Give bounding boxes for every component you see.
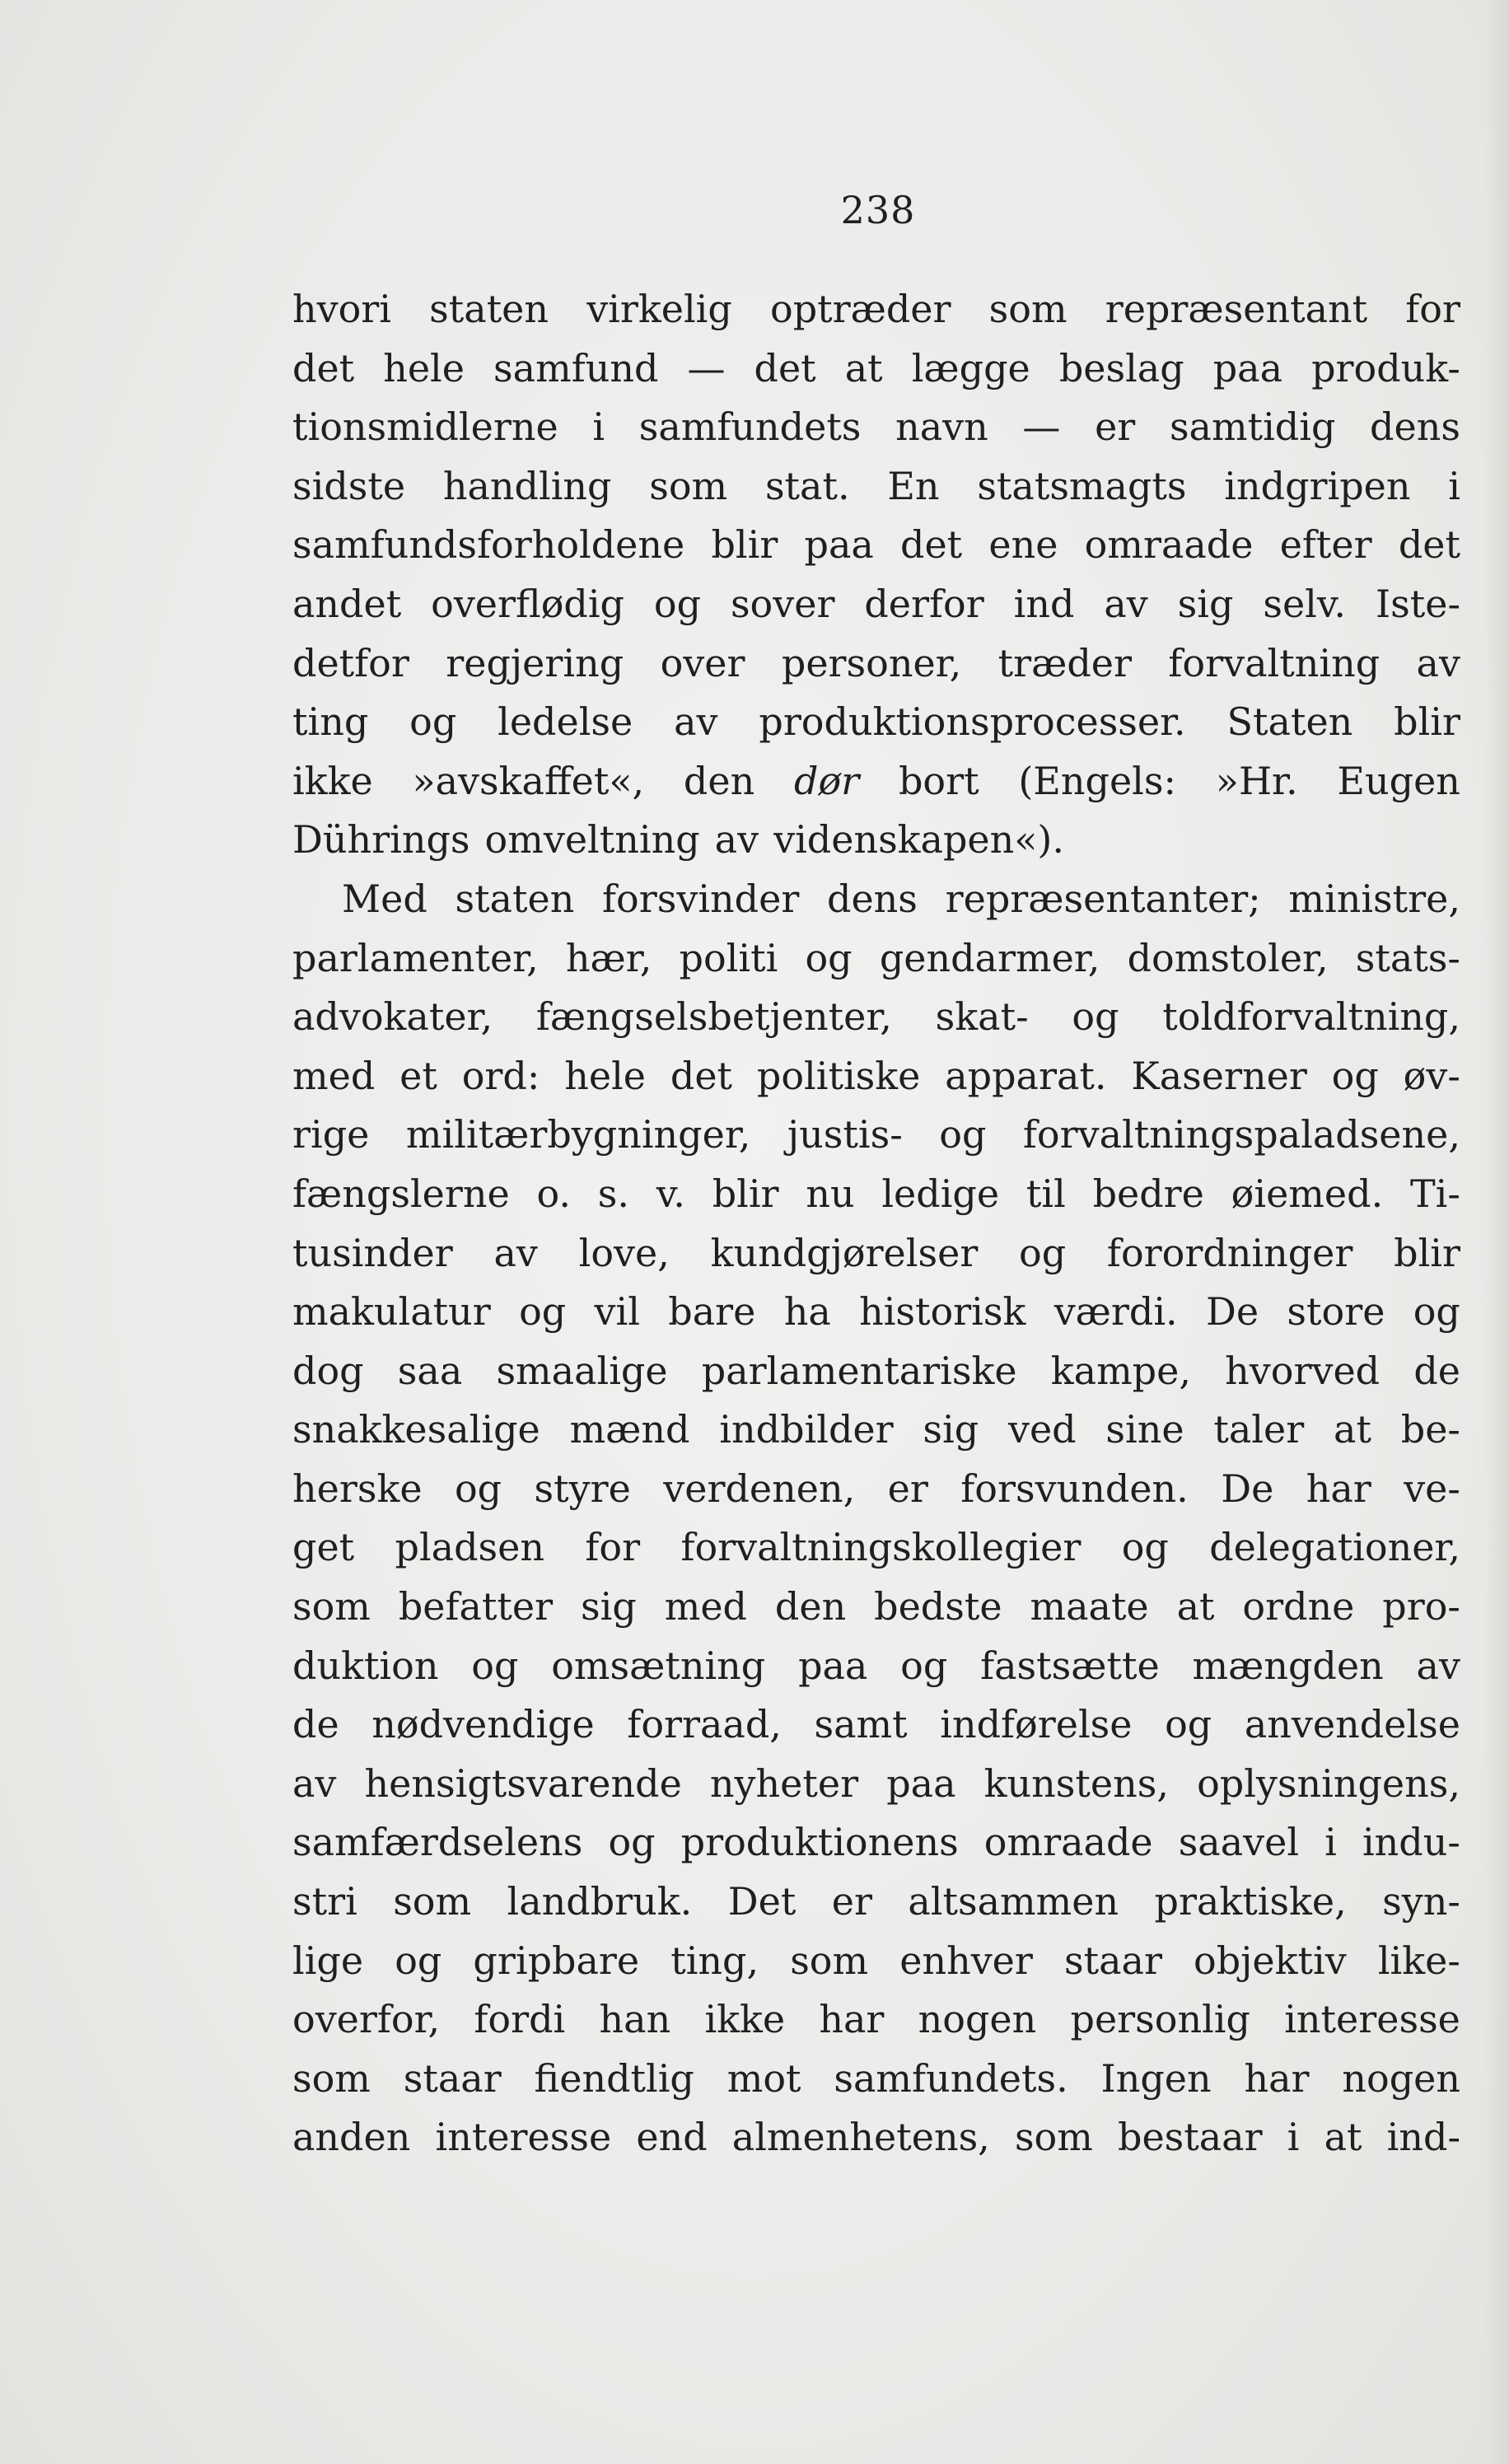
word: Dührings: [292, 817, 470, 863]
word: den: [774, 1584, 847, 1629]
word: advokater,: [292, 994, 493, 1040]
word: —: [687, 345, 726, 390]
word: staten: [455, 876, 575, 921]
word: paa: [798, 1643, 868, 1688]
word: i: [1287, 2115, 1300, 2160]
word: be-: [1400, 1407, 1460, 1452]
word: derfor: [864, 581, 984, 626]
word: av: [1416, 640, 1460, 685]
word: mot: [726, 2055, 801, 2101]
word: staten: [429, 287, 549, 331]
word: repræsentanter;: [945, 876, 1261, 921]
word: og: [1165, 1702, 1212, 1747]
word: produktionens: [680, 1820, 959, 1865]
word: ikke: [292, 758, 373, 803]
word: enhver: [899, 1938, 1033, 1983]
word: De: [1221, 1466, 1274, 1511]
word: forraad,: [627, 1702, 782, 1747]
word: indgripen: [1224, 463, 1411, 508]
text-line: [292, 1695, 1460, 1755]
word: virkelig: [586, 287, 732, 331]
word: sig: [581, 1584, 637, 1629]
word: tusinder: [292, 1230, 453, 1275]
word: og: [409, 699, 457, 745]
word: get: [292, 1525, 355, 1570]
word: dør: [794, 758, 860, 803]
word: beslag: [1058, 345, 1184, 390]
word: stats-: [1355, 935, 1460, 980]
page-number: 238: [840, 188, 916, 232]
word: over: [660, 640, 745, 685]
word: nogen: [918, 1997, 1037, 2042]
word: værdi.: [1053, 1289, 1178, 1335]
word: bedre: [1092, 1171, 1204, 1216]
word: styre: [534, 1466, 631, 1511]
word: verdenen,: [663, 1466, 856, 1511]
word: og: [805, 935, 853, 980]
text-line: [292, 634, 1460, 694]
word: mængden: [1192, 1643, 1384, 1688]
word: staar: [403, 2055, 502, 2101]
word: ord:: [461, 1053, 540, 1098]
word: og: [900, 1643, 948, 1688]
word: nogen: [1342, 2055, 1460, 2101]
word: like-: [1377, 1938, 1460, 1983]
word: ministre,: [1288, 876, 1460, 921]
word: ledelse: [498, 699, 633, 745]
word: Iste-: [1375, 581, 1460, 626]
text-line: [292, 1165, 1460, 1224]
word: øv-: [1403, 1053, 1460, 1098]
word: tionsmidlerne: [292, 404, 558, 450]
text-line: [292, 398, 1460, 457]
word: i: [1448, 463, 1460, 508]
word: av: [1104, 581, 1148, 626]
text-line: [292, 1932, 1460, 1991]
text-line: [292, 457, 1460, 517]
word: hensigtsvarende: [364, 1760, 682, 1806]
word: hvorved: [1225, 1348, 1381, 1393]
word: anden: [292, 2115, 411, 2160]
word: til: [1025, 1171, 1066, 1216]
word: —: [1022, 404, 1061, 450]
word: blir: [1394, 1230, 1460, 1275]
word: gripbare: [473, 1938, 640, 1983]
word: samfund: [493, 345, 659, 390]
word: kampe,: [1050, 1348, 1191, 1393]
word: »avskaffet«,: [412, 758, 645, 803]
word: En: [887, 463, 940, 508]
word: at: [844, 345, 883, 390]
word: praktiske,: [1154, 1879, 1347, 1924]
word: lige: [292, 1938, 364, 1983]
word: personlig: [1070, 1997, 1250, 2042]
word: v.: [656, 1171, 685, 1216]
word: efter: [1279, 522, 1372, 568]
word: ting,: [670, 1938, 759, 1983]
word: o.: [536, 1171, 571, 1216]
word: stri: [292, 1879, 357, 1924]
word: store: [1287, 1289, 1385, 1335]
word: ordne: [1242, 1584, 1355, 1629]
word: hele: [383, 345, 465, 390]
word: det: [292, 345, 355, 390]
word: bare: [668, 1289, 756, 1335]
word: overflødig: [431, 581, 624, 626]
word: detfor: [292, 640, 409, 685]
word: dog: [292, 1348, 364, 1393]
text-line: [292, 929, 1460, 989]
word: som: [393, 1879, 472, 1924]
word: i: [1324, 1820, 1337, 1865]
word: har: [1306, 1466, 1371, 1511]
word: rige: [292, 1112, 370, 1157]
word: omveltning: [484, 817, 700, 863]
word: gendarmer,: [879, 935, 1100, 980]
word: forvaltningspaladsene,: [1022, 1112, 1460, 1157]
word: indbilder: [719, 1407, 894, 1452]
word: hele: [564, 1053, 647, 1098]
word: pro-: [1382, 1584, 1460, 1629]
word: (Engels:: [1018, 758, 1176, 803]
word: det: [754, 345, 816, 390]
word: av: [674, 699, 718, 745]
text-line: [292, 870, 1460, 929]
word: som: [1014, 2115, 1093, 2160]
word: ved: [1007, 1407, 1077, 1452]
word: politiske: [756, 1053, 921, 1098]
word: handling: [442, 463, 612, 508]
word: i: [592, 404, 605, 450]
word: end: [636, 2115, 708, 2160]
word: Kaserner: [1131, 1053, 1307, 1098]
word: repræsentant: [1105, 287, 1368, 331]
word: samfærdselens: [292, 1820, 583, 1865]
word: befatter: [398, 1584, 554, 1629]
word: blir: [712, 1171, 779, 1216]
word: at: [1324, 2115, 1362, 2160]
word: som: [292, 1584, 371, 1629]
word: de: [1413, 1348, 1460, 1393]
word: landbruk.: [507, 1879, 693, 1924]
word: og: [395, 1938, 442, 1983]
text-line: [292, 1224, 1460, 1283]
page-edge-shadow: [1484, 0, 1509, 2464]
word: love,: [578, 1230, 670, 1275]
word: det: [670, 1053, 733, 1098]
word: han: [599, 1997, 671, 2042]
word: kunstens,: [983, 1760, 1169, 1806]
word: og: [1121, 1525, 1169, 1570]
word: ikke: [704, 1997, 786, 2042]
text-line: [292, 280, 1460, 339]
word: hvori: [292, 287, 392, 331]
word: interesse: [435, 2115, 612, 2160]
word: øiemed.: [1231, 1171, 1384, 1216]
word: bestaar: [1118, 2115, 1263, 2160]
word: Med: [342, 876, 427, 921]
word: justis-: [787, 1112, 903, 1157]
word: fængslerne: [292, 1171, 510, 1216]
word: mænd: [569, 1407, 690, 1452]
word: oplysningens,: [1197, 1760, 1460, 1806]
word: fiendtlig: [534, 2055, 694, 2101]
word: og: [939, 1112, 987, 1157]
word: almenhetens,: [731, 2115, 990, 2160]
word: personer,: [781, 640, 962, 685]
word: har: [819, 1997, 885, 2042]
word: taler: [1213, 1407, 1305, 1452]
word: og: [454, 1466, 502, 1511]
word: blir: [1394, 699, 1460, 745]
word: delegationer,: [1209, 1525, 1460, 1570]
word: paa: [886, 1760, 956, 1806]
text-line: [292, 1637, 1460, 1696]
word: av: [1416, 1643, 1460, 1688]
word: produktionsprocesser.: [759, 699, 1186, 745]
word: Staten: [1226, 699, 1353, 745]
word: den: [683, 758, 755, 803]
word: ind-: [1386, 2115, 1460, 2160]
word: parlamentariske: [701, 1348, 1017, 1393]
word: sig: [923, 1407, 979, 1452]
word: dens: [1370, 404, 1460, 450]
word: fordi: [474, 1997, 566, 2042]
word: syn-: [1382, 1879, 1460, 1924]
text-line: [292, 1755, 1460, 1814]
word: regjering: [446, 640, 624, 685]
word: sidste: [292, 463, 406, 508]
word: og: [653, 581, 702, 626]
word: snakkesalige: [292, 1407, 540, 1452]
word: med: [292, 1053, 376, 1098]
word: forvaltningskollegier: [680, 1525, 1082, 1570]
text-line: [292, 1400, 1460, 1460]
word: nødvendige: [371, 1702, 595, 1747]
word: omraade: [1084, 522, 1254, 568]
word: saavel: [1178, 1820, 1300, 1865]
text-line: [292, 693, 1460, 752]
word: militærbygninger,: [405, 1112, 751, 1157]
text-line: [292, 1873, 1460, 1932]
word: og: [471, 1643, 519, 1688]
text-line: [292, 1990, 1460, 2050]
word: bort: [898, 758, 979, 803]
word: parlamenter,: [292, 935, 539, 980]
word: at: [1334, 1407, 1371, 1452]
word: overfor,: [292, 1997, 441, 2042]
text-line: [292, 811, 1460, 870]
word: interesse: [1284, 1997, 1460, 2042]
word: sine: [1105, 1407, 1184, 1452]
word: og: [1413, 1289, 1460, 1335]
word: og: [1019, 1230, 1067, 1275]
word: og: [1331, 1053, 1379, 1098]
word: indførelse: [940, 1702, 1133, 1747]
word: ve-: [1404, 1466, 1460, 1511]
text-line: [292, 2108, 1460, 2167]
word: statsmagts: [977, 463, 1187, 508]
word: Det: [727, 1879, 797, 1924]
word: pladsen: [395, 1525, 544, 1570]
text-line: [292, 988, 1460, 1047]
word: forsvunden.: [960, 1466, 1189, 1511]
word: duktion: [292, 1643, 439, 1688]
word: maate: [1030, 1584, 1149, 1629]
word: optræder: [770, 287, 951, 331]
word: fastsætte: [980, 1643, 1160, 1688]
word: nyheter: [709, 1760, 859, 1806]
word: forvaltning: [1168, 640, 1381, 685]
word: paa: [1212, 345, 1283, 390]
word: smaalige: [496, 1348, 668, 1393]
word: navn: [895, 404, 988, 450]
word: andet: [292, 581, 402, 626]
word: herske: [292, 1466, 423, 1511]
word: samfundets.: [834, 2055, 1068, 2101]
word: som: [790, 1938, 869, 1983]
word: forsvinder: [602, 876, 800, 921]
text-line: [292, 1283, 1460, 1342]
word: objektiv: [1194, 1938, 1347, 1983]
word: fængselsbetjenter,: [535, 994, 892, 1040]
word: som: [649, 463, 728, 508]
word: og: [608, 1820, 656, 1865]
word: selv.: [1263, 581, 1347, 626]
text-line: [292, 1342, 1460, 1401]
word: for: [1405, 287, 1460, 331]
word: ting: [292, 699, 369, 745]
word: og: [519, 1289, 567, 1335]
word: træder: [997, 640, 1133, 685]
word: har: [1244, 2055, 1310, 2101]
word: De: [1206, 1289, 1259, 1335]
text-line: [292, 1106, 1460, 1165]
word: Ti-: [1409, 1171, 1460, 1216]
word: samt: [814, 1702, 908, 1747]
word: politi: [679, 935, 778, 980]
word: dens: [827, 876, 918, 921]
text-line: [292, 339, 1460, 399]
word: et: [399, 1053, 437, 1098]
text-line: [292, 1460, 1460, 1519]
word: paa: [804, 522, 874, 568]
word: av: [714, 817, 759, 863]
word: sover: [730, 581, 835, 626]
word: sig: [1177, 581, 1234, 626]
word: stat.: [764, 463, 850, 508]
word: er: [887, 1466, 928, 1511]
text-line: [292, 516, 1460, 575]
word: blir: [711, 522, 778, 568]
word: som: [292, 2055, 371, 2101]
word: det: [900, 522, 963, 568]
word: forordninger: [1106, 1230, 1353, 1275]
word: indu-: [1362, 1820, 1460, 1865]
word: samfundets: [638, 404, 862, 450]
word: bedste: [874, 1584, 1002, 1629]
body-text: [292, 280, 1460, 2167]
text-line: [292, 1047, 1460, 1106]
word: anvendelse: [1244, 1702, 1460, 1747]
word: historisk: [859, 1289, 1026, 1335]
word: som: [988, 287, 1068, 331]
word: at: [1176, 1584, 1215, 1629]
word: toldforvaltning,: [1162, 994, 1460, 1040]
word: av: [292, 1760, 337, 1806]
word: med: [664, 1584, 748, 1629]
word: ind: [1013, 581, 1075, 626]
word: er: [831, 1879, 872, 1924]
word: lægge: [911, 345, 1030, 390]
word: er: [1095, 404, 1136, 450]
word: hær,: [565, 935, 652, 980]
word: s.: [597, 1171, 629, 1216]
word: ene: [988, 522, 1058, 568]
word: omraade: [983, 1820, 1153, 1865]
word: ha: [783, 1289, 831, 1335]
word: kundgjørelser: [710, 1230, 979, 1275]
word: makulatur: [292, 1289, 491, 1335]
text-line: [292, 1578, 1460, 1637]
word: videnskapen«).: [773, 817, 1064, 863]
word: av: [493, 1230, 538, 1275]
word: staar: [1064, 1938, 1162, 1983]
word: omsætning: [551, 1643, 766, 1688]
word: domstoler,: [1127, 935, 1329, 980]
word: og: [1072, 994, 1119, 1040]
word: samtidig: [1169, 404, 1336, 450]
text-line: [292, 575, 1460, 634]
text-line: [292, 752, 1460, 811]
word: Ingen: [1100, 2055, 1212, 2101]
word: produk-: [1311, 345, 1460, 390]
word: apparat.: [945, 1053, 1107, 1098]
word: de: [292, 1702, 339, 1747]
text-line: [292, 2050, 1460, 2109]
word: ledige: [881, 1171, 1000, 1216]
word: altsammen: [908, 1879, 1119, 1924]
word: det: [1398, 522, 1460, 568]
word: nu: [806, 1171, 855, 1216]
word: vil: [594, 1289, 640, 1335]
word: for: [585, 1525, 641, 1570]
text-line: [292, 1518, 1460, 1578]
word: »Hr.: [1215, 758, 1298, 803]
word: skat-: [935, 994, 1029, 1040]
word: saa: [397, 1348, 463, 1393]
word: samfundsforholdene: [292, 522, 685, 568]
text-line: [292, 1813, 1460, 1873]
word: Eugen: [1337, 758, 1460, 803]
